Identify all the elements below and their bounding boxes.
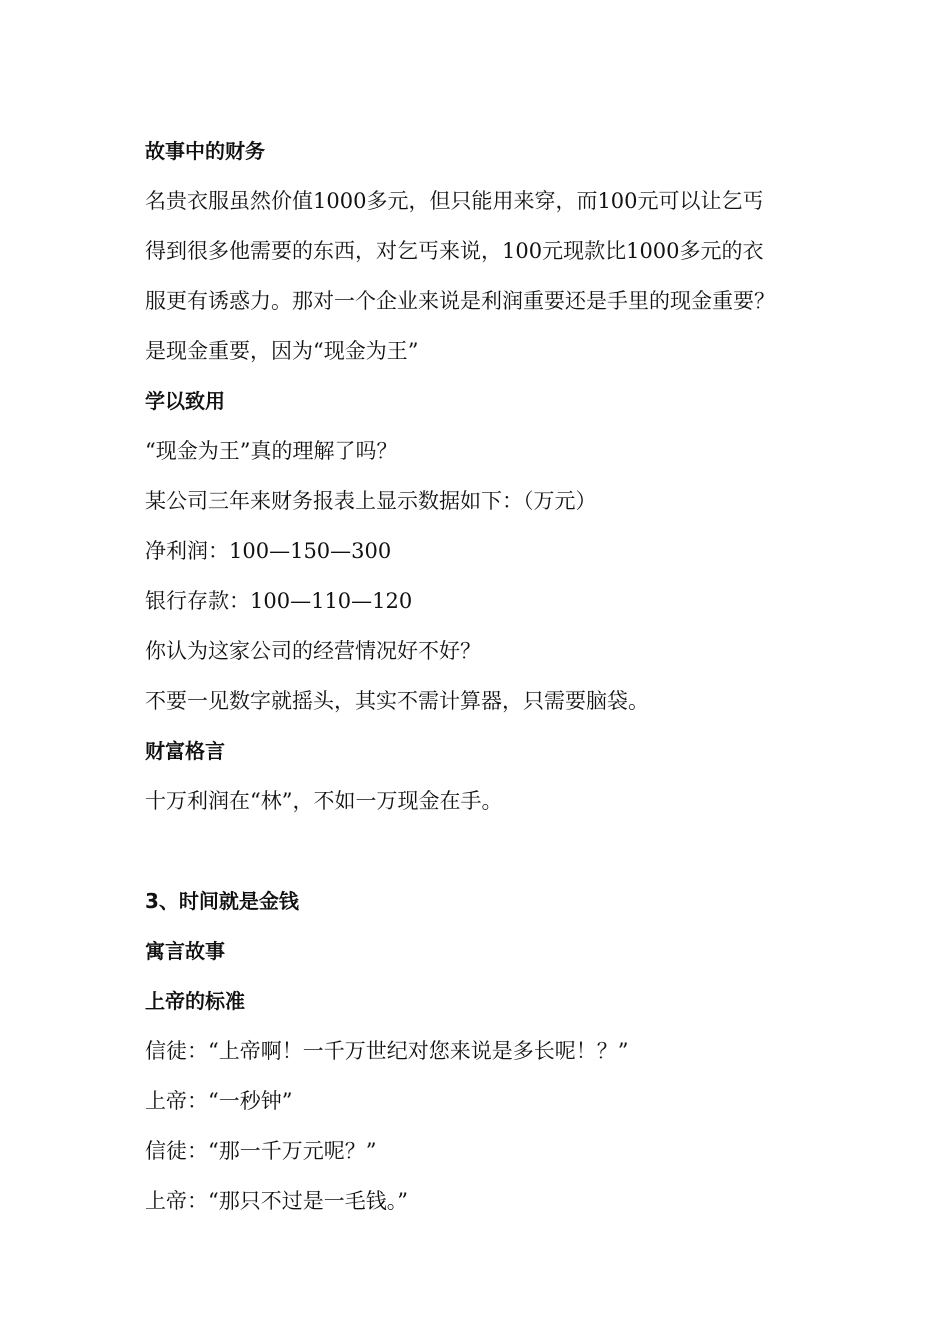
text-line: 不要一见数字就摇头，其实不需计算器，只需要脑袋。 xyxy=(145,689,649,713)
chapter-title: 3、时间就是金钱 xyxy=(145,889,299,913)
text-line: “现金为王”真的理解了吗？ xyxy=(145,439,398,463)
dialogue-line: 信徒：“那一千万元呢？” xyxy=(145,1139,377,1163)
dialogue-line: 上帝：“那只不过是一毛钱。” xyxy=(145,1189,408,1213)
text-line: 净利润：100—150—300 xyxy=(145,539,392,563)
paragraph-line: 是现金重要，因为“现金为王” xyxy=(145,339,419,363)
section-heading-apply-learning: 学以致用 xyxy=(145,389,225,413)
paragraph-line: 名贵衣服虽然价值1000多元，但只能用来穿，而100元可以让乞丐 xyxy=(145,189,764,213)
section-heading-finance-in-story: 故事中的财务 xyxy=(145,139,265,163)
blank-line xyxy=(145,826,835,876)
paragraph-line: 得到很多他需要的东西，对乞丐来说，100元现款比1000多元的衣 xyxy=(145,239,764,263)
document-content xyxy=(145,126,835,1226)
story-title: 上帝的标准 xyxy=(145,989,245,1013)
motto-line: 十万利润在“林”，不如一万现金在手。 xyxy=(145,789,503,813)
text-line: 银行存款：100—110—120 xyxy=(145,589,413,613)
section-heading-fable: 寓言故事 xyxy=(145,939,225,963)
text-line: 你认为这家公司的经营情况好不好？ xyxy=(145,639,481,663)
dialogue-line: 上帝：“一秒钟” xyxy=(145,1089,293,1113)
dialogue-line: 信徒：“上帝啊！一千万世纪对您来说是多长呢！？” xyxy=(145,1039,629,1063)
text-line: 某公司三年来财务报表上显示数据如下：（万元） xyxy=(145,489,597,513)
paragraph-line: 服更有诱惑力。那对一个企业来说是利润重要还是手里的现金重要？ xyxy=(145,289,775,313)
section-heading-wealth-motto: 财富格言 xyxy=(145,739,225,763)
